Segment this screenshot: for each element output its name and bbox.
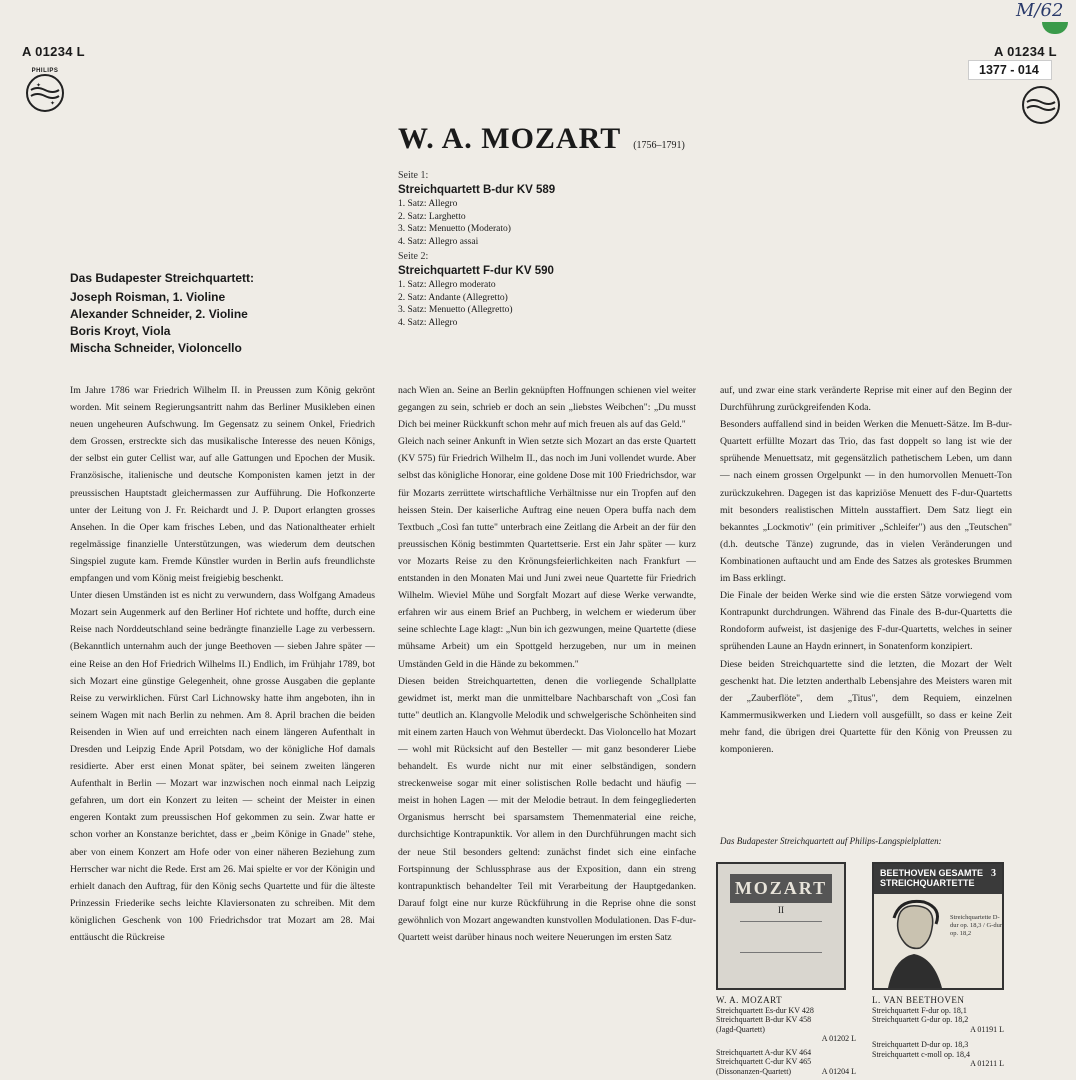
- notes-paragraph: nach Wien an. Seine an Berlin geknüpften Hoffnungen schienen viel weiter gegangen zu sein, schrieb er doch an sein „liebstes Weibchen": „Du musst Dich bei meiner Rückkunft schon mehr auf mich freuen als auf das Geld.": [398, 385, 696, 431]
- notes-paragraph: Im Jahre 1786 war Friedrich Wilhelm II. in Preussen zum König gekrönt worden. Mit seinem Regierungsantritt nahm das Berliner Musikleben einen neuen ungeheuren Aufschwung. Im Gegensatz zu seinem Onkel, Friedrich dem Grossen, erstreckte sich das musikalische Interesse des neuen Königs, der selbst ein guter Cellist war, auf alle Gattungen und Epochen der Musik. Französische, italienische und deutsche Komponisten kamen jetzt in der preussischen Hauptstadt gleichermassen zur Aufführung. Die Hofkonzerte unter der Leitung von J. Fr. Reichardt und J. P. Duport erlangten grosses Ansehen. In die Oper kam frisches Leben, und das Nationaltheater erhielt regelmässige finanzielle Unterstützungen, was wiederum dem deutschen Singspiel zugute kam. Fremde Künstler wurden in Berlin aufs freundlichste empfangen und vom König meist freigiebig beschenkt.: [70, 385, 375, 585]
- ensemble-name: Das Budapester Streichquartett:: [70, 271, 255, 285]
- philips-logo-right: [1022, 86, 1060, 124]
- album-cover-mozart: [716, 862, 846, 990]
- notes-column-1: [70, 382, 375, 1072]
- album-caption-line: Streichquartett F-dur op. 18,1: [872, 1005, 967, 1015]
- svg-text:✦: ✦: [36, 83, 42, 89]
- catalog-number-right: A 01234 L: [994, 44, 1057, 59]
- quartet2-title: Streichquartett F-dur KV 590: [398, 265, 554, 277]
- album-caption-line: Streichquartett D-dur op. 18,3: [872, 1040, 969, 1049]
- movement-item: 2. Satz: Andante (Allegretto): [398, 292, 508, 303]
- catalog-number-left: A 01234 L: [22, 44, 85, 59]
- album-caption-catalog: A 01211 L: [970, 1059, 1004, 1068]
- album-caption-line: Streichquartett c-moll op. 18,4: [872, 1049, 970, 1059]
- album-caption-line: (Jagd-Quartett): [716, 1024, 765, 1034]
- album-caption-line: Streichquartett C-dur KV 465: [716, 1057, 812, 1066]
- album-caption-line: Streichquartett Es-dur KV 428: [716, 1005, 814, 1015]
- svg-text:✦: ✦: [50, 101, 56, 107]
- composer-dates: (1756–1791): [633, 140, 685, 151]
- movement-item: 4. Satz: Allegro assai: [398, 236, 479, 247]
- beethoven-portrait-icon: [880, 898, 950, 988]
- handwritten-number: M/62: [1016, 0, 1064, 21]
- ensemble-member: Boris Kroyt, Viola: [70, 324, 171, 338]
- notes-column-2: [398, 382, 696, 1072]
- album-caption-catalog: A 01204 L: [821, 1067, 856, 1076]
- program-listing: [398, 170, 718, 329]
- album-caption-line: (Dissonanzen-Quartett): [716, 1066, 792, 1076]
- notes-paragraph: Diese beiden Streichquartette sind die letzten, die Mozart der Welt geschenkt hat. Die letzten anderthalb Lebensjahre des Meisters waren mit der „Zauberflöte", dem „Titus", dem Requiem, einzelnen Kammermusikwerken und Liedern voll ausgefüllt, so dass er keine Zeit mehr fand, die übrigen drei Quartette für den König von Preussen zu komponieren.: [720, 658, 1012, 755]
- side1-movements: [398, 198, 718, 248]
- album-cover-title: BEETHOVEN GESAMTE STREICHQUARTETTE: [874, 864, 1002, 894]
- album-cover-text: Streichquartette D-dur op. 18,3 / G-dur op. 18,2: [950, 914, 1002, 937]
- handwritten-note: [1016, 0, 1063, 21]
- title-block: [398, 122, 685, 156]
- side1-label: Seite 1:: [398, 170, 429, 181]
- philips-logo-word: PHILIPS: [31, 68, 59, 74]
- notes-column-3: [720, 382, 1012, 755]
- movement-item: 2. Satz: Larghetto: [398, 211, 466, 222]
- green-dot-sticker: [1042, 22, 1068, 34]
- philips-logo-left: [26, 68, 64, 112]
- composer-title: W. A. MOZART: [398, 122, 622, 155]
- notes-paragraph: Unter diesen Umständen ist es nicht zu verwundern, dass Wolfgang Amadeus Mozart sein Augenmerk auf den Berliner Hof richtete und hoffte, durch eine Reise nach Norddeutschland seine bedrängte finanzielle Lage zu verbessern. (Bekanntlich unternahm auch der junge Beethoven — sieben Jahre später — eine Reise an den Hof Friedrich Wilhelms II.) Endlich, im Frühjahr 1789, bot sich Mozart eine günstige Gelegenheit, ohne grosse Ausgaben die geplante Reise zu verwirklichen. Fürst Carl Lichnowsky hatte ihm angeboten, ihn in seinem Wagen mit nach Berlin zu nehmen. Am 8. April brachen die beiden Reisenden in Wien auf und erreichten nach einem längeren Aufenthalt in Dresden und Leipzig Ende April Potsdam, wo der königliche Hof damals residierte. Aber erst einen Monat später, bei seinem zweiten längeren Aufenthalt in Berlin — Mozart war inzwischen noch einmal nach Leipzig gefahren, um dort ein Konzert zu leiten — scheint der Meister in einen engeren Kontakt zum preussischen Hof gekommen zu sein. Zwar hatte er schon vorher an Konstanze berichtet, dass er „beim Könige in Gnade" stehe, aber von einem Konzert am Hofe oder von einer näheren Beziehung zum Herrscher war nicht die Rede. Erst am 26. Mai spielte er vor der Königin und erhielt danach den Auftrag, für den König sechs Quartette und für die älteste Prinzessin Friederike sechs leichte Klaviersonaten zu schreiben. Mit dem königlichen Geschenk von 100 Friedrichsdor trat Mozart am 28. Mai enttäuscht die Rückreise: [70, 590, 375, 943]
- notes-paragraph: auf, und zwar eine stark veränderte Reprise mit einer auf den Beginn der Durchführung zurückgreifenden Koda.: [720, 385, 1012, 414]
- album-caption-beethoven: [872, 996, 1004, 1069]
- ads-heading: Das Budapester Streichquartett auf Philips-Langspielplatten:: [720, 836, 942, 846]
- album-caption-line: Streichquartett B-dur KV 458: [716, 1015, 812, 1024]
- ensemble-member: Mischa Schneider, Violoncello: [70, 341, 242, 355]
- album-cover-title: MOZART: [730, 874, 832, 903]
- album-cover-ornament: [740, 921, 822, 953]
- philips-shield-icon: [1022, 86, 1060, 124]
- movement-item: 3. Satz: Menuetto (Moderato): [398, 224, 511, 234]
- album-caption-mozart: [716, 996, 856, 1077]
- price-sticker: 1377 - 014: [968, 60, 1052, 80]
- album-caption-heading: L. VAN BEETHOVEN: [872, 995, 965, 1005]
- notes-paragraph: Diesen beiden Streichquartetten, denen die vorliegende Schallplatte gewidmet ist, merkt man die unmittelbare Nachbarschaft von „Così fan tutte" deutlich an. Klangvolle Melodik und schwelgerische Schönheiten sind mit einem zarten Hauch von Wehmut überdeckt. Das Violoncello hat Mozart — wohl mit Rücksicht auf den Besteller — mit ganz besonderer Liebe behandelt. Es wurde nicht nur mit einer selbständigen, sondern streckenweise sogar mit einer solistischen Rolle bedacht und häufig — meist in hohen Lagen — mit der Melodie betraut. In dem feingegliederten Organismus herrscht bei sparsamstem Themenmaterial eine reiche, durchsichtige Kontrapunktik. Vor allem in den Durchführungen macht sich der neue Stil besonders geltend: zunächst findet sich eine einfache Fortspinnung der Schlussphrase aus der Exposition, dann ein streng kontrapunktisch behandelter Teil mit Verarbeitung der Hauptgedanken. Darauf folgt eine nur kurze Rückführung in die Reprise ohne die sonst gewöhnlich von Mozart angewandten kunstvollen Modulationen. Das F-dur-Quartett weist darüber hinaus noch weitere Neuerungen im ersten Satz: [398, 675, 696, 943]
- notes-paragraph: Die Finale der beiden Werke sind wie die ersten Sätze vorwiegend vom Kontrapunkt durchdrungen. Während das Finale des B-dur-Quartetts die Rondoform aufweist, ist dasjenige des F-dur-Quartetts, welches in seiner sprühenden Laune an Haydn erinnert, in Sonatenform konzipiert.: [720, 590, 1012, 653]
- album-caption-catalog: A 01191 L: [970, 1024, 1004, 1034]
- movement-item: 4. Satz: Allegro: [398, 317, 458, 328]
- ensemble-member: Joseph Roisman, 1. Violine: [70, 290, 226, 304]
- album-caption-line: Streichquartett G-dur op. 18,2: [872, 1015, 969, 1024]
- album-caption-heading: W. A. MOZART: [716, 995, 783, 1005]
- movement-item: 3. Satz: Menuetto (Allegretto): [398, 305, 513, 315]
- album-cover-number: II: [778, 905, 784, 915]
- quartet1-title: Streichquartett B-dur KV 589: [398, 184, 556, 196]
- notes-paragraph: Gleich nach seiner Ankunft in Wien setzte sich Mozart an das erste Quartett (KV 575) für Friedrich Wilhelm II., das noch im Juni vollendet wurde. Aber selbst das königliche Honorar, eine goldene Dose mit 100 Friedrichsdor, war für Mozarts zerrüttete wirtschaftliche Verhältnisse nur ein Tropfen auf den heissen Stein. Der kaiserliche Auftrag eine neuen Opera buffa nach dem Textbuch „Così fan tutte" unterbrach eine Zeitlang die Arbeit an der für den preussischen König bestimmten Quartettserie. Erst ein Jahr später — kurz vor Mozarts Reise zu den Krönungsfeierlichkeiten nach Frankfurt — entstanden in den Monaten Mai und Juni zwei neue Quartette für Friedrich Wilhelm. Wieviel Mühe und Sorgfalt Mozart auf diese Werke verwandte, erfahren wir aus einem Brief an Puchberg, in welchem er wiederum über seine schlechte Lage klagt: „Nun bin ich gezwungen, meine Quartette (diese mühsame Arbeit) um ein Spottgeld herzugeben, nur um in meinen Umständen Geld in die Hände zu bekommen.": [398, 436, 696, 670]
- album-caption-catalog: A 01202 L: [821, 1034, 856, 1043]
- ensemble-member: Alexander Schneider, 2. Violine: [70, 307, 248, 321]
- album-cover-number: 3: [991, 868, 996, 879]
- notes-paragraph: Besonders auffallend sind in beiden Werken die Menuett-Sätze. Im B-dur-Quartett erfüllte Mozart das Trio, das fast doppelt so lang ist wie der sprühende Menuettsatz, mit gegensätzlich pathetischem Leben, um dann — nach einem grossen Orgelpunkt — in den humorvollen Menuett-Ton zurückzukehren. Dagegen ist das kapriziöse Menuett des F-dur-Quartetts mit besonders realistischen Mitteln ausstaffiert. Dem Satz liegt ein bekanntes „Lockmotiv" (ein primitiver „Schleifer") aus den „Teutschen" (d.h. deutsche Tänze) zugrunde, das in vielen Veränderungen und Kombinationen auftaucht und am Ende des Satzes als groteskes Brummen im Bass erklingt.: [720, 419, 1012, 585]
- side2-label: Seite 2:: [398, 251, 429, 262]
- album-caption-line: Streichquartett A-dur KV 464: [716, 1047, 812, 1057]
- philips-shield-icon: [26, 74, 64, 112]
- movement-item: 1. Satz: Allegro moderato: [398, 280, 496, 290]
- album-cover-beethoven: [872, 862, 1004, 990]
- side2-movements: [398, 279, 718, 329]
- ensemble-block: [70, 270, 370, 357]
- movement-item: 1. Satz: Allegro: [398, 199, 458, 209]
